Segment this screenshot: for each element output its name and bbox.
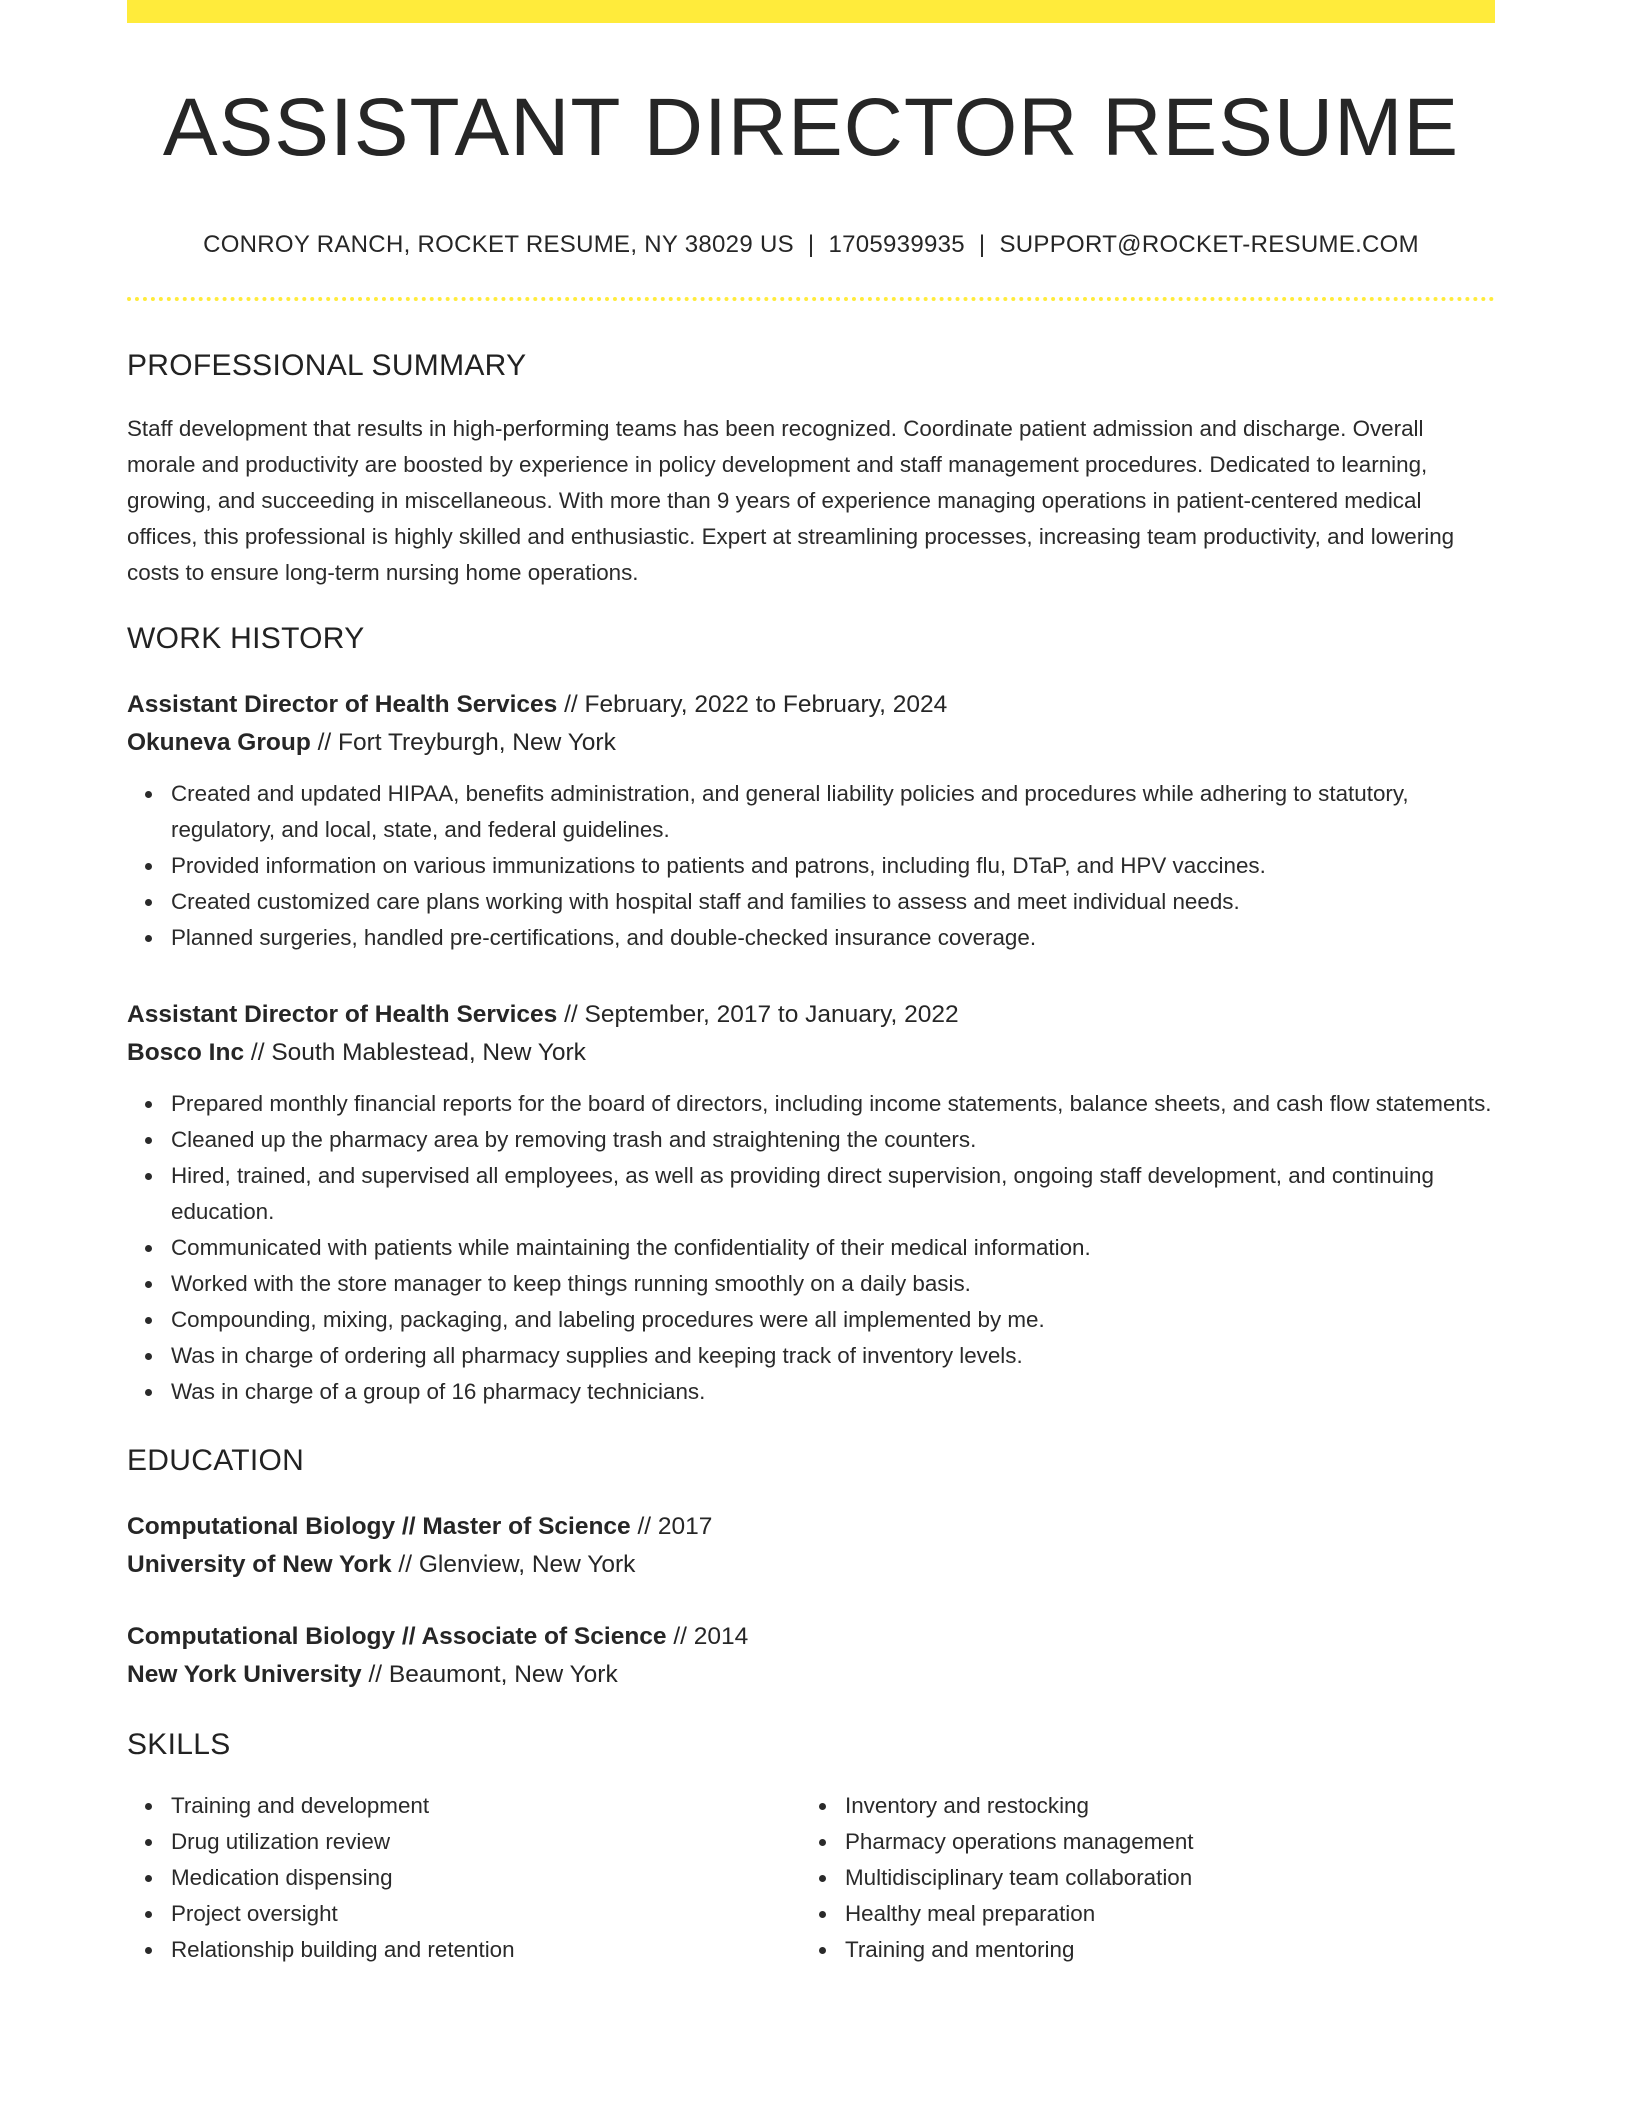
degree-year: // 2017	[630, 1513, 713, 1540]
skills-column-right	[801, 1788, 1495, 1968]
job-bullets	[127, 776, 1495, 956]
job-company-line	[127, 1034, 1495, 1072]
list-item: Project oversight	[171, 1896, 801, 1932]
list-item: Inventory and restocking	[845, 1788, 1495, 1824]
school-location: // Beaumont, New York	[361, 1661, 618, 1688]
job-title-line	[127, 996, 1495, 1034]
list-item: Medication dispensing	[171, 1860, 801, 1896]
list-item: Training and development	[171, 1788, 801, 1824]
job-title: Assistant Director of Health Services	[127, 1001, 558, 1028]
list-item: Was in charge of a group of 16 pharmacy technicians.	[171, 1374, 1495, 1410]
list-item: Hired, trained, and supervised all employees, as well as providing direct supervision, ongoing staff development, and continuing education.	[171, 1158, 1495, 1230]
job-location: // South Mablestead, New York	[244, 1039, 586, 1066]
list-item: Created customized care plans working with hospital staff and families to assess and meet individual needs.	[171, 884, 1495, 920]
job-title: Assistant Director of Health Services	[127, 691, 558, 718]
contact-email[interactable]: SUPPORT@ROCKET-RESUME.COM	[999, 231, 1419, 258]
school-location: // Glenview, New York	[391, 1551, 636, 1578]
school-line	[127, 1546, 1495, 1584]
contact-separator: |	[807, 231, 815, 258]
job-title-line	[127, 686, 1495, 724]
job-dates: // February, 2022 to February, 2024	[557, 691, 948, 718]
list-item: Cleaned up the pharmacy area by removing trash and straightening the counters.	[171, 1122, 1495, 1158]
skills-list	[801, 1788, 1495, 1968]
education-heading: EDUCATION	[127, 1444, 305, 1477]
page-title: ASSISTANT DIRECTOR RESUME	[162, 82, 1460, 173]
list-item: Created and updated HIPAA, benefits administration, and general liability policies and procedures while adhering to statutory, regulatory, and local, state, and federal guidelines.	[171, 776, 1495, 848]
list-item: Worked with the store manager to keep things running smoothly on a daily basis.	[171, 1266, 1495, 1302]
list-item: Relationship building and retention	[171, 1932, 801, 1968]
degree-line	[127, 1508, 1495, 1546]
job-company-line	[127, 724, 1495, 762]
list-item: Multidisciplinary team collaboration	[845, 1860, 1495, 1896]
list-item: Communicated with patients while maintaining the confidentiality of their medical information.	[171, 1230, 1495, 1266]
work-history-heading: WORK HISTORY	[127, 622, 365, 655]
job-location: // Fort Treyburgh, New York	[310, 729, 616, 756]
contact-line	[127, 231, 1495, 259]
list-item: Training and mentoring	[845, 1932, 1495, 1968]
degree: Computational Biology // Master of Science	[127, 1513, 631, 1540]
dotted-divider	[127, 297, 1495, 301]
job-company: Okuneva Group	[127, 729, 311, 756]
school: New York University	[127, 1661, 362, 1688]
skills-grid	[127, 1788, 1495, 1968]
list-item: Pharmacy operations management	[845, 1824, 1495, 1860]
degree: Computational Biology // Associate of Science	[127, 1623, 667, 1650]
list-item: Compounding, mixing, packaging, and labeling procedures were all implemented by me.	[171, 1302, 1495, 1338]
degree-line	[127, 1618, 1495, 1656]
job-dates: // September, 2017 to January, 2022	[557, 1001, 959, 1028]
school-line	[127, 1656, 1495, 1694]
skills-heading: SKILLS	[127, 1728, 231, 1761]
list-item: Healthy meal preparation	[845, 1896, 1495, 1932]
list-item: Planned surgeries, handled pre-certifications, and double-checked insurance coverage.	[171, 920, 1495, 956]
degree-year: // 2014	[666, 1623, 749, 1650]
resume-page	[127, 0, 1495, 1968]
list-item: Drug utilization review	[171, 1824, 801, 1860]
education-entry	[127, 1618, 1495, 1694]
school: University of New York	[127, 1551, 392, 1578]
list-item: Was in charge of ordering all pharmacy supplies and keeping track of inventory levels.	[171, 1338, 1495, 1374]
list-item: Prepared monthly financial reports for the board of directors, including income statements, balance sheets, and cash flow statements.	[171, 1086, 1495, 1122]
job-company: Bosco Inc	[127, 1039, 245, 1066]
skills-list	[127, 1788, 801, 1968]
contact-separator: |	[978, 231, 986, 258]
job-entry	[127, 686, 1495, 956]
job-entry	[127, 996, 1495, 1410]
contact-phone: 1705939935	[828, 231, 965, 258]
accent-top-bar	[127, 0, 1495, 23]
education-entry	[127, 1508, 1495, 1584]
list-item: Provided information on various immunizations to patients and patrons, including flu, DTaP, and HPV vaccines.	[171, 848, 1495, 884]
skills-column-left	[127, 1788, 801, 1968]
summary-heading: PROFESSIONAL SUMMARY	[127, 349, 527, 382]
summary-text: Staff development that results in high-performing teams has been recognized. Coordinate patient admission and discharge. Overall morale and productivity are boosted by experience in policy development and staff management procedures. Dedicated to learning, growing, and succeeding in miscellaneous. With more than 9 years of experience managing operations in patient-centered medical offices, this professional is highly skilled and enthusiastic. Expert at streamlining processes, increasing team productivity, and lowering costs to ensure long-term nursing home operations.	[127, 416, 1455, 585]
contact-address: CONROY RANCH, ROCKET RESUME, NY 38029 US	[203, 231, 794, 258]
job-bullets	[127, 1086, 1495, 1410]
